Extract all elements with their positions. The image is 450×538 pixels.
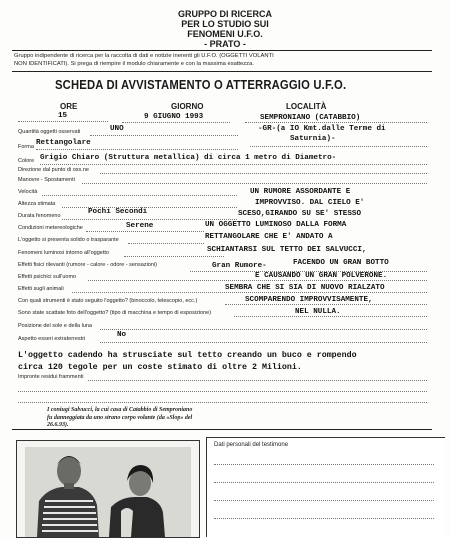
narrative-line-1: UN RUMORE ASSORDANTE E [250,188,351,196]
impronte-label: Impronte residui frammenti [18,374,84,380]
durata-label: Durata fenomeno [18,213,61,219]
psichici-label: Effetti psichici sull'uomo [18,274,77,280]
colore-line [40,164,427,165]
colore-value: Grigio Chiaro (Struttura metallica) di circa 1 metro di Diametro- [40,154,337,162]
quantita-line [90,135,238,136]
org-name-line2: PER LO STUDIO SUI [181,19,269,29]
condizioni-label: Condizioni metereologiche [18,225,83,231]
forma-value: Rettangolare [36,139,91,147]
strumenti-label: Con quali strumenti è stato seguito l'oggetto? (binoccolo, telescopio, ecc.) [18,298,198,304]
direzione-line [100,173,427,174]
animali-label: Effetti sugli animali [18,286,64,292]
header-rule-top [12,50,432,51]
intro-text-line1: Gruppo indipendente di ricerca per la raccolta di dati e notizie inerenti gli U.F.O. (OGGETTI VOLANTI [14,53,274,59]
foto-label: Sono state scattate foto dell'oggetto? (tipo di macchina e tempo di esposizione) [18,310,212,316]
luminosi-label: Fenomeni luminosi intorno all'oggetto [18,250,109,256]
direzione-label: Direzione dal punto di oss.ne [18,167,89,173]
photo-caption: I coniugi Salvucci, la cui casa di Catabbio di Semproniano fu danneggiata da uno strano corpo volante (da «Slop» del 26.6.93). [47,407,193,428]
narrative-line-8: E CAUSANDO UN GRAN POLVERONE. [255,272,388,280]
localita-value-line3: Saturnia)- [290,135,336,143]
witness-line-4 [214,518,434,519]
extraterrestri-label: Aspetto esseri extraterrestri [18,336,86,342]
narrative-line-10: SCOMPARENDO IMPROVVISAMENTE, [245,296,373,304]
narrative-line-4: UN OGGETTO LUMINOSO DALLA FORMA [205,221,347,229]
durata-line [62,219,237,220]
damage-text-line1: L'oggetto cadendo ha strusciate sul tetto creando un buco e rompendo [18,351,357,360]
luna-label: Posizione del sole e della luna [18,323,92,329]
localita-line-3 [250,146,427,147]
intro-text-line2: NON IDENTIFICATI). Si prega di riempire il modulo chiaramente e con la massima esattezza. [14,61,254,67]
quantita-label: Quantità oggetti osservati [18,129,81,135]
witness-photo-graphic [17,441,199,537]
durata-value: Pochi Secondi [88,208,148,216]
org-name-line1: GRUPPO DI RICERCA [177,9,272,19]
narrative-line-6: SCHIANTARSI SUL TETTO DEI SALVUCCI, [207,246,367,254]
ore-value: 15 [58,112,68,120]
witness-label: Dati personali del testimone [214,442,289,448]
witness-data-box [206,437,445,537]
narrative-line-11: NEL NULLA. [295,308,341,316]
luminosi-line [124,256,224,257]
manovre-label: Manovre - Spostamenti [18,177,75,183]
forma-line [36,149,238,150]
narrative-line-7: FACENDO UN GRAN BOTTO [293,259,389,267]
witness-photo [16,440,200,538]
giorno-label: GIORNO [171,102,204,111]
solido-line [128,243,204,244]
condizioni-value: Serene [126,222,154,230]
header-rule-bottom [12,71,432,72]
form-title: SCHEDA DI AVVISTAMENTO O ATTERRAGGIO U.F.O. [55,78,347,92]
fisici-label: Effetti fisici rilevanti (rumore - calore - odore - sensazioni) [18,262,157,268]
fisici-value: Gran Rumore- [212,262,267,270]
narrative-line-3: SCESO,GIRANDO SU SE' STESSO [238,210,362,218]
condizioni-line [86,231,204,232]
luna-line [100,329,427,330]
forma-label: Forma [18,144,34,150]
manovre-line [82,183,427,184]
solido-label: L'oggetto si presenta solido o trasparante [18,237,119,243]
ore-label: ORE [60,102,78,111]
velocita-line [42,195,237,196]
colore-label: Colore [18,158,35,164]
narrative-line-5: RETTANGOLARE CHE E' ANDATO A [205,233,333,241]
giorno-line [122,122,230,123]
org-name-line3: FENOMENI U.F.O. [187,29,263,39]
extraterrestri-value: No [117,331,127,339]
blank-line-2 [18,402,427,403]
extraterrestri-line [100,342,427,343]
impronte-line [88,380,427,381]
blank-line-1 [18,391,427,392]
witness-line-1 [214,464,434,465]
localita-line [245,122,427,123]
damage-text-line2: circa 120 tegole per un coste stimato di oltre 2 Milioni. [18,363,302,372]
giorno-value: 9 GIUGNO 1993 [144,113,204,121]
ore-line [18,121,108,122]
localita-label: LOCALITÀ [286,102,327,111]
witness-line-3 [214,500,434,501]
localita-value-line1: SEMPRONIANO (CATABBIO) [260,114,361,122]
narrative-line-2: IMPROVVISO. DAL CIELO E' [255,199,365,207]
velocita-label: Velocità [18,189,38,195]
witness-line-2 [214,482,434,483]
localita-value-line2: -GR-(a IO Kmt.dalle Terme di [258,125,386,133]
narrative-line-9: SEMBRA CHE SI SIA DI NUOVO RIALZATO [225,284,385,292]
org-city: - PRATO - [204,39,246,49]
altezza-label: Altezza stimata [18,201,56,207]
quantita-value: UNO [110,125,124,133]
